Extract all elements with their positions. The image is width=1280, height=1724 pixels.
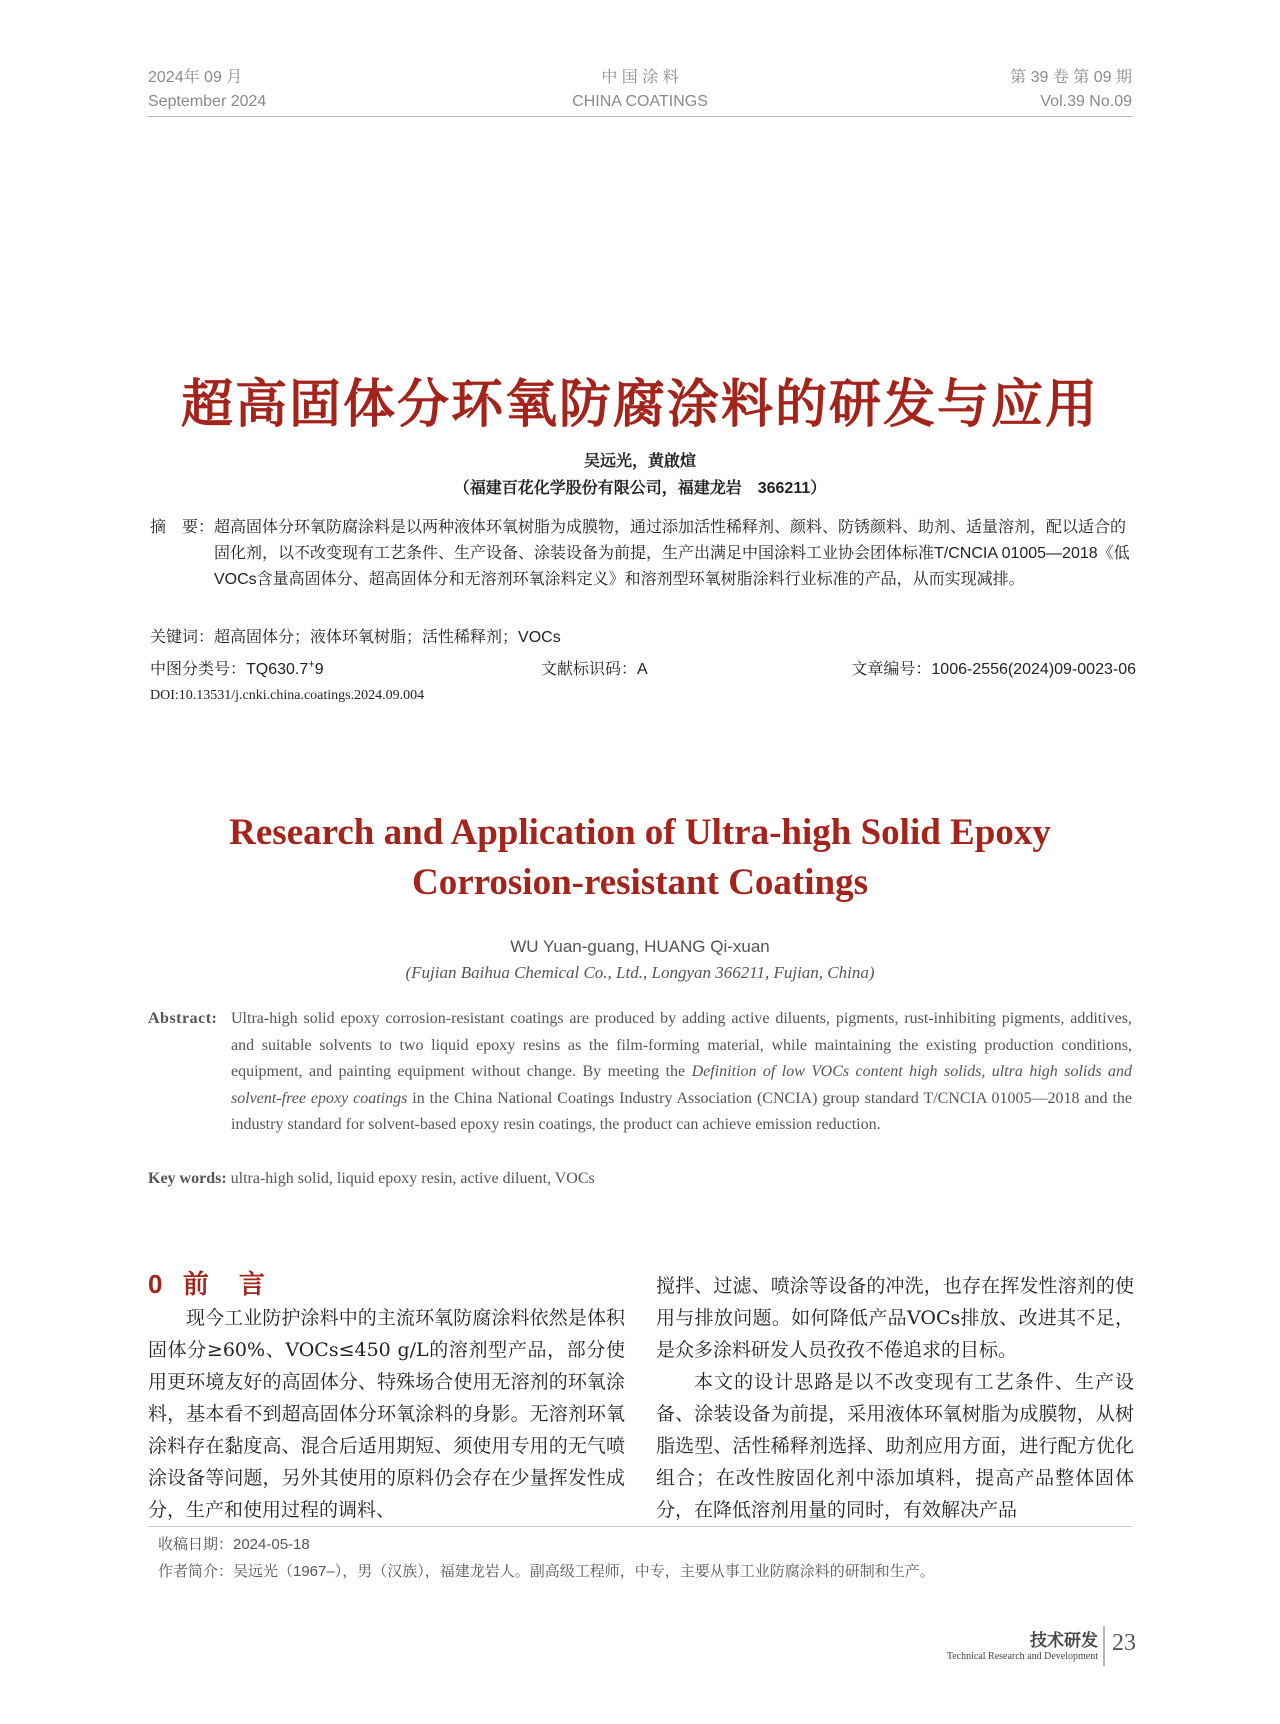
header-journal-en: CHINA COATINGS [572,93,708,110]
en-abstract [148,1006,1132,1139]
body-paragraph: 现今工业防护涂料中的主流环氧防腐涂料依然是体积固体分≥60%、VOCs≤450 g/L的溶剂型产品，部分使用更环境友好的高固体分、特殊场合使用无溶剂的环氧涂料，基本看不到超高固体分环氧涂料的身影。无溶剂环氧涂料存在黏度高、混合后适用期短、须使用专用的无气喷涂设备等问题，另外其使用的原料仍会存在少量挥发性成分，生产和使用过程的调料、 [148,1307,625,1521]
page-number: 23 [1112,1630,1136,1656]
footnote-bio: 作者简介：吴远光（1967–），男（汉族），福建龙岩人。副高级工程师，中专，主要从事工业防腐涂料的研制和生产。 [158,1563,935,1580]
body-paragraph: 搅拌、过滤、喷涂等设备的冲洗，也存在挥发性溶剂的使用与排放问题。如何降低产品VOCs排放、改进其不足，是众多涂料研发人员孜孜不倦追求的目标。 [656,1275,1134,1361]
cn-abstract-text: 超高固体分环氧防腐涂料是以两种液体环氧树脂为成膜物，通过添加活性稀释剂、颜料、防锈颜料、助剂、适量溶剂，配以适合的固化剂，以不改变现有工艺条件、生产设备、涂装设备为前提，生产出满足中国涂料工业协会团体标准T/CNCIA 01005—2018《低VOCs含量高固体分、超高固体分和无溶剂环氧涂料定义》和溶剂型环氧树脂涂料行业标准的产品，从而实现减排。 [214,519,1130,588]
cn-title: 超高固体分环氧防腐涂料的研发与应用 [180,375,1099,435]
header-date [148,66,266,114]
header-date-cn: 2024年 09 月 [148,69,243,86]
en-abstract-part1: Ultra-high solid epoxy corrosion-resistant coatings are produced by adding active diluents, pigments, rust-inhibiting pigments, additives, and suitable solvents to two liquid epoxy resins as the film-forming material, while maintaining the existing production conditions, equipment, and painting equipment without change. By meeting the [231,1010,1132,1080]
section-title: 前 言 [182,1269,267,1299]
footer-divider [1103,1626,1105,1666]
en-affiliation: (Fujian Baihua Chemical Co., Ltd., Longyan 366211, Fujian, China) [405,963,875,982]
cn-keywords-text: 超高固体分；液体环氧树脂；活性稀释剂；VOCs [214,629,561,646]
cn-artno-value: 1006-2556(2024)09-0023-06 [931,661,1136,678]
cn-authors: 吴远光，黄啟煊 [583,453,696,470]
header-volume-cn: 第 39 卷 第 09 期 [1010,69,1132,86]
body-right-column [656,1270,1134,1526]
section-number: 0 [148,1269,165,1299]
cn-document-code [541,656,648,679]
header-journal-cn: 中 国 涂 料 [601,69,679,86]
footer-section-en: Technical Research and Development [946,1651,1098,1662]
footnote-divider [148,1526,1132,1527]
body-paragraph: 本文的设计思路是以不改变现有工艺条件、生产设备、涂装设备为前提，采用液体环氧树脂为成膜物，从树脂选型、活性稀释剂选择、助剂应用方面，进行配方优化组合；在改性胺固化剂中添加填料，提高产品整体固体分，在降低溶剂用量的同时，有效解决产品 [656,1371,1134,1521]
doi: DOI:10.13531/j.cnki.china.coatings.2024.09.004 [150,688,425,703]
cn-classification [150,656,324,679]
header-date-en: September 2024 [148,93,267,110]
cn-abstract-label: 摘 要： [150,519,215,536]
cn-class-tail: 9 [314,661,324,678]
en-keywords [148,1170,595,1188]
header-journal [490,66,790,114]
en-title-line1: Research and Application of Ultra-high Solid Epoxy [229,812,1051,853]
header-volume-en: Vol.39 No.09 [1040,93,1132,110]
en-title-line2: Corrosion-resistant Coatings [412,862,868,903]
cn-abstract [150,515,1138,593]
en-abstract-text [231,1006,1132,1139]
cn-keywords-label: 关键词： [150,629,215,646]
cn-artno-label: 文章编号： [851,661,932,678]
cn-keywords [150,624,561,647]
footnote-received: 收稿日期：2024-05-18 [158,1536,310,1553]
en-authors: WU Yuan-guang, HUANG Qi-xuan [510,937,770,956]
en-keywords-text: ultra-high solid, liquid epoxy resin, active diluent, VOCs [230,1170,595,1187]
en-abstract-italic: Definition of low VOCs content high solids, ultra high solids and solvent-free epoxy coatings [231,1063,1133,1107]
cn-doccode-value: A [637,661,648,678]
footer-section-cn: 技术研发 [1030,1631,1098,1650]
body-left-column [148,1302,625,1526]
section-heading [148,1264,267,1301]
cn-article-number [851,656,1136,679]
cn-class-sup: + [308,658,315,671]
cn-class-label: 中图分类号： [150,661,247,678]
header-volume [1010,66,1132,114]
header-divider [148,116,1132,117]
cn-doccode-label: 文献标识码： [541,661,638,678]
en-title [0,808,1280,908]
cn-class-no: TQ630.7 [246,661,309,678]
en-abstract-part2: in the China National Coatings Industry Association (CNCIA) group standard T/CNCIA 01005—2018 and the industry standard for solvent-based epoxy resin coatings, the product can achieve emission reduction. [231,1089,1133,1133]
cn-affiliation: （福建百花化学股份有限公司，福建龙岩 366211） [453,480,827,497]
en-abstract-label: Abstract: [148,1010,218,1027]
en-keywords-label: Key words: [148,1170,227,1187]
